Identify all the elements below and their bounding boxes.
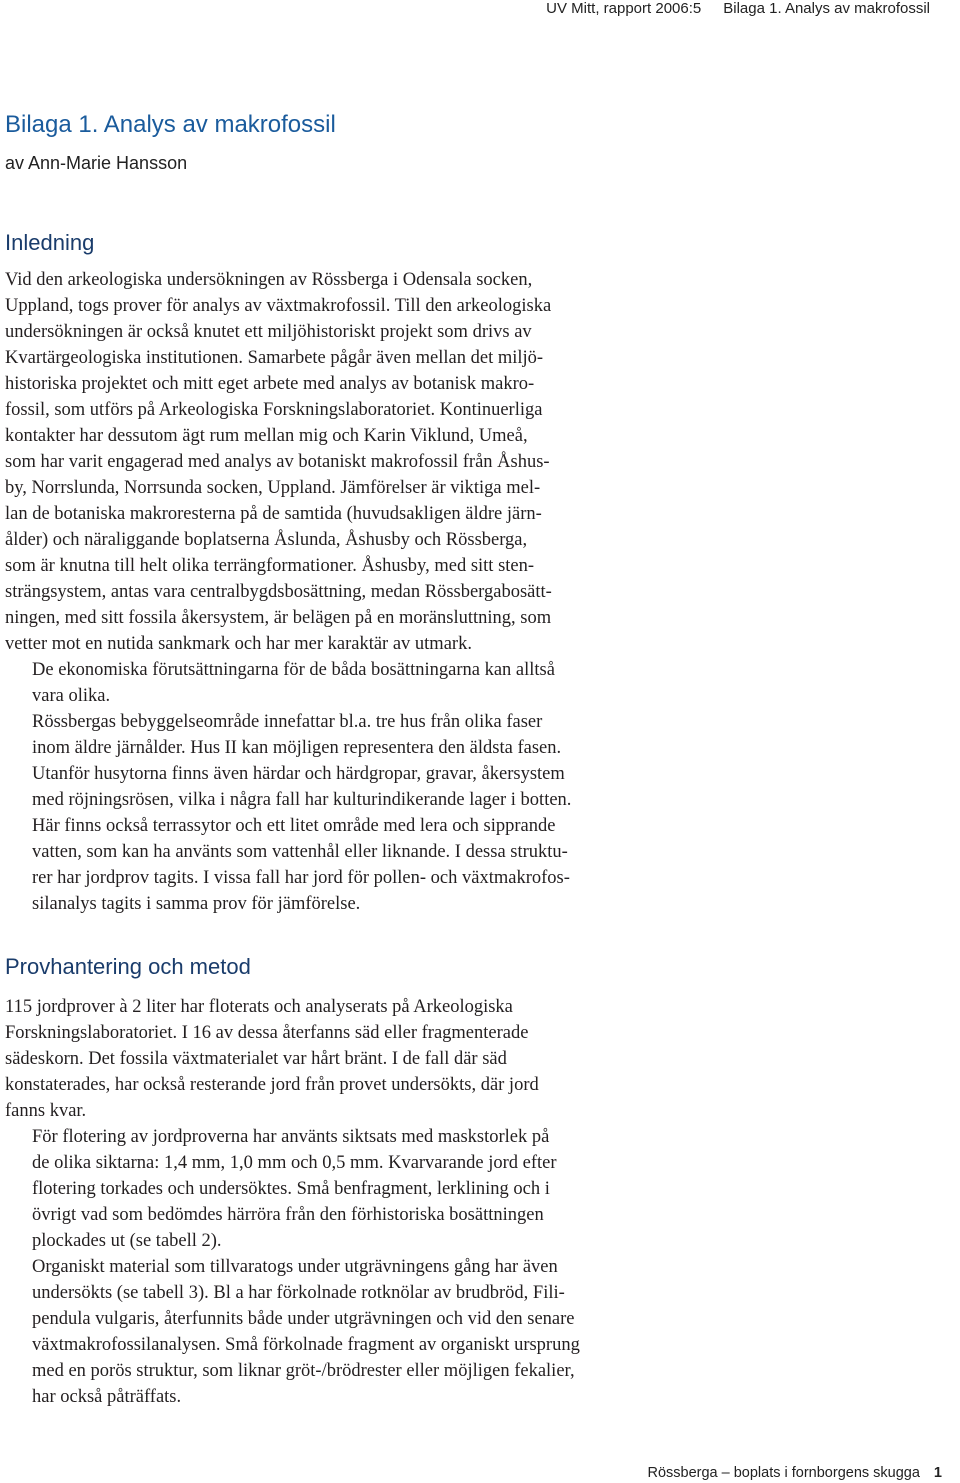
section-heading-inledning: Inledning (5, 230, 95, 255)
text-line: som har varit engagerad med analys av botaniskt makrofossil från Åshus- (5, 452, 550, 472)
text-line: De ekonomiska förutsättningarna för de båda bosättningarna kan alltså (32, 660, 555, 680)
text-line: vatten, som kan ha använts som vattenhål eller liknande. I dessa struktu- (32, 842, 568, 862)
text-line: övrigt vad som bedömdes härröra från den förhistoriska bosättningen (32, 1205, 544, 1225)
text-line: silanalys tagits i samma prov för jämförelse. (32, 894, 361, 914)
text-line: med en porös struktur, som liknar gröt-/brödrester eller möjligen fekalier, (32, 1361, 575, 1381)
text-line: konstaterades, har också resterande jord från provet undersökts, där jord (5, 1075, 539, 1095)
text-line: Kvartärgeologiska institutionen. Samarbete pågår även mellan det miljö- (5, 348, 544, 368)
author-line: av Ann-Marie Hansson (5, 153, 188, 173)
text-line: historiska projektet och mitt eget arbete med analys av botanisk makro- (5, 374, 535, 394)
paragraph (5, 267, 655, 657)
text-line: by, Norrslunda, Norrsunda socken, Uppland. Jämförelser är viktiga mel- (5, 478, 541, 498)
text-line: fanns kvar. (5, 1101, 87, 1121)
text-line: kontakter har dessutom ägt rum mellan mig och Karin Viklund, Umeå, (5, 426, 528, 446)
text-line: flotering torkades och undersöktes. Små benfragment, lerklining och i (32, 1179, 550, 1199)
text-line: vara olika. (32, 686, 111, 706)
paragraph (5, 1124, 655, 1254)
page-footer (647, 1465, 942, 1481)
footer-title: Rössberga – boplats i fornborgens skugga (647, 1465, 920, 1481)
paragraph (5, 994, 655, 1124)
text-line: Vid den arkeologiska undersökningen av Rössberga i Odensala socken, (5, 270, 533, 290)
text-line: fossil, som utförs på Arkeologiska Forskningslaboratoriet. Kontinuerliga (5, 400, 543, 420)
page-number: 1 (933, 1465, 942, 1481)
text-line: Forskningslaboratoriet. I 16 av dessa återfanns säd eller fragmenterade (5, 1023, 529, 1043)
text-line: ålder) och näraliggande boplatserna Åslunda, Åshusby och Rössberga, (5, 530, 528, 550)
text-line: med röjningsrösen, vilka i några fall har kulturindikerande lager i botten. (32, 790, 572, 810)
text-line: undersökts (se tabell 3). Bl a har förkolnade rotknölar av brudbröd, Fili- (32, 1283, 565, 1303)
text-line: vetter mot en nutida sankmark och har mer karaktär av utmark. (5, 634, 472, 654)
text-line: Uppland, togs prover för analys av växtmakrofossil. Till den arkeologiska (5, 296, 552, 316)
text-line: växtmakrofossilanalysen. Små förkolnade fragment av organiskt ursprung (32, 1335, 580, 1355)
running-header (546, 0, 930, 17)
text-line: har också påträffats. (32, 1387, 182, 1407)
text-line: lan de botaniska makroresterna på de samtida (huvudsakligen äldre järn- (5, 504, 542, 524)
paragraph (5, 657, 655, 709)
paragraph (5, 1254, 655, 1410)
text-line: Organiskt material som tillvaratogs under utgrävningens gång har även (32, 1257, 558, 1277)
page-title: Bilaga 1. Analys av makrofossil (5, 111, 336, 138)
text-line: Rössbergas bebyggelseområde innefattar bl.a. tre hus från olika faser (32, 712, 543, 732)
text-line: strängsystem, antas vara centralbygdsbosättning, medan Rössbergabosätt- (5, 582, 552, 602)
text-line: inom äldre järnålder. Hus II kan möjligen representera den äldsta fasen. (32, 738, 562, 758)
text-line: För flotering av jordproverna har använts siktsats med maskstorlek på (32, 1127, 550, 1147)
text-line: Utanför husytorna finns även härdar och härdgropar, gravar, åkersystem (32, 764, 565, 784)
header-report: UV Mitt, rapport 2006:5 (546, 0, 702, 17)
section-heading-provhantering: Provhantering och metod (5, 954, 251, 979)
section-body-inledning (5, 267, 655, 917)
header-section: Bilaga 1. Analys av makrofossil (723, 0, 930, 17)
text-line: rer har jordprov tagits. I vissa fall har jord för pollen- och växtmakrofos- (32, 868, 570, 888)
section-body-provhantering (5, 994, 655, 1410)
text-line: som är knutna till helt olika terrängformationer. Åshusby, med sitt sten- (5, 556, 535, 576)
text-line: ningen, med sitt fossila åkersystem, är belägen på en moränsluttning, som (5, 608, 552, 628)
paragraph (5, 709, 655, 917)
text-line: plockades ut (se tabell 2). (32, 1231, 222, 1251)
text-line: 115 jordprover à 2 liter har floterats och analyserats på Arkeologiska (5, 997, 513, 1017)
text-line: undersökningen är också knutet ett miljöhistoriskt projekt som drivs av (5, 322, 532, 342)
text-line: sädeskorn. Det fossila växtmaterialet var hårt bränt. I de fall där säd (5, 1049, 507, 1069)
text-line: de olika siktarna: 1,4 mm, 1,0 mm och 0,5 mm. Kvarvarande jord efter (32, 1153, 557, 1173)
text-line: pendula vulgaris, återfunnits både under utgrävningen och vid den senare (32, 1309, 575, 1329)
text-line: Här finns också terrassytor och ett litet område med lera och sipprande (32, 816, 556, 836)
